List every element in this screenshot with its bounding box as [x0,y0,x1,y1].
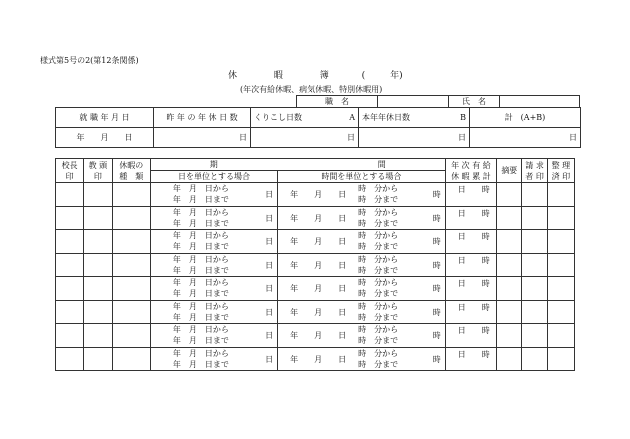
time-from: 時 分から [358,254,399,264]
to-date: 年 月 日まで [172,242,229,251]
from-date: 年 月 日から [172,325,229,334]
principal-seal-cell[interactable] [56,253,84,277]
ledger-row [56,206,575,230]
processed-seal-cell[interactable] [547,230,574,254]
leave-type-cell[interactable] [112,206,150,230]
cumulative: 日 時 [457,326,490,335]
hour-date: 年 月 日 [290,331,347,340]
leave-type-cell[interactable] [112,230,150,254]
leave-info-table [55,107,581,148]
time-to: 時 分まで [358,265,399,275]
title-year: 年) [390,71,403,81]
name-field[interactable] [500,96,580,108]
hour-unit-cell[interactable] [278,206,446,230]
to-date: 年 月 日まで [172,359,229,369]
time-to: 時 分まで [358,312,399,322]
to-date: 年 月 日まで [172,265,229,275]
annual-leave-total-cell[interactable] [445,300,496,324]
hour-count: 時 [432,190,441,199]
day-unit-header: 日を単位とする場合 [150,171,277,183]
hour-unit-cell[interactable] [278,347,446,371]
annual-leave-total-cell[interactable] [445,347,496,371]
time-from: 時 分から [358,231,399,240]
last-year-header: 昨 年 の 年 休 日 数 [154,108,251,128]
vice-principal-seal-cell[interactable] [84,324,112,348]
annual-leave-total-cell[interactable] [445,183,496,207]
hour-date: 年 月 日 [290,307,347,317]
total-value[interactable]: 日 [470,128,581,148]
annual-leave-total-cell[interactable] [445,277,496,301]
vice-principal-seal-cell[interactable] [84,253,112,277]
time-to: 時 分まで [358,195,399,204]
time-from: 時 分から [358,278,399,287]
from-date: 年 月 日から [172,254,229,264]
time-from: 時 分から [358,301,399,311]
day-unit-cell[interactable] [150,277,277,301]
processed-seal-cell[interactable] [547,300,574,324]
processed-seal-cell[interactable] [547,347,574,371]
cumulative: 日 時 [457,232,490,241]
hour-unit-cell[interactable] [278,300,446,324]
requester-seal-cell[interactable] [522,183,547,207]
hour-date: 年 月 日 [290,284,347,293]
summary-cell[interactable] [497,277,522,301]
carryover-header [251,108,359,128]
job-title-field[interactable] [378,96,449,108]
annual-leave-total-cell[interactable] [445,230,496,254]
vice-principal-seal-cell[interactable] [84,277,112,301]
summary-cell[interactable] [497,206,522,230]
principal-seal-cell[interactable] [56,206,84,230]
requester-seal-cell[interactable] [522,347,547,371]
principal-seal-cell[interactable] [56,277,84,301]
mark-b: B [460,112,466,122]
to-date: 年 月 日まで [172,312,229,322]
ledger-row [56,253,575,277]
to-date: 年 月 日まで [172,336,229,345]
requester-seal-cell[interactable] [522,230,547,254]
time-to: 時 分まで [358,359,399,369]
hour-date: 年 月 日 [290,260,347,270]
day-count: 日 [265,260,274,270]
to-date: 年 月 日まで [172,289,229,298]
day-unit-cell[interactable] [150,206,277,230]
total-header: 計 (A+B) [470,108,581,128]
name-label: 氏 名 [449,96,500,108]
mark-a: A [349,112,355,122]
hour-count: 時 [432,237,441,246]
day-unit-cell[interactable] [150,230,277,254]
cumulative: 日 時 [457,302,490,312]
cumulative: 日 時 [457,349,490,359]
summary-cell[interactable] [497,230,522,254]
from-date: 年 月 日から [172,207,229,217]
principal-seal-cell[interactable] [56,347,84,371]
leave-type-cell[interactable] [112,253,150,277]
period-header: 期 間 [150,159,445,171]
leave-type-cell[interactable] [112,324,150,348]
leave-type-cell[interactable] [112,300,150,324]
vice-principal-seal-cell[interactable] [84,300,112,324]
hour-date: 年 月 日 [290,237,347,246]
principal-seal-cell[interactable] [56,230,84,254]
summary-cell[interactable] [497,253,522,277]
hour-date: 年 月 日 [290,190,347,199]
hour-unit-cell[interactable] [278,324,446,348]
time-from: 時 分から [358,184,399,193]
vice-principal-seal-cell[interactable] [84,206,112,230]
annual-leave-total-cell[interactable] [445,324,496,348]
hour-count: 時 [432,331,441,340]
start-date-value[interactable]: 年 月 日 [56,128,154,148]
processed-seal-cell[interactable] [547,253,574,277]
title-paren: ( [361,71,366,81]
day-count: 日 [265,331,274,340]
leave-type-cell[interactable] [112,277,150,301]
to-date: 年 月 日まで [172,195,229,204]
ledger-row [56,347,575,371]
summary-cell[interactable] [497,324,522,348]
vice-principal-seal-cell[interactable] [84,183,112,207]
to-date: 年 月 日まで [172,218,229,228]
hour-unit-cell[interactable] [278,253,446,277]
form-number: 様式第5号の2(第12条関係) [40,56,139,65]
processed-seal-cell[interactable] [547,183,574,207]
hour-unit-cell[interactable] [278,183,446,207]
summary-cell[interactable] [497,183,522,207]
hour-date: 年 月 日 [290,213,347,223]
day-count: 日 [265,354,274,364]
from-date: 年 月 日から [172,301,229,311]
day-count: 日 [265,307,274,317]
requester-seal-header: 請 求 者 印 [522,159,547,183]
carryover-label: くりこし日数 [254,112,302,122]
hour-count: 時 [432,284,441,293]
this-year-value[interactable]: 日 [359,128,470,148]
processed-seal-cell[interactable] [547,277,574,301]
principal-seal-cell[interactable] [56,183,84,207]
day-unit-cell[interactable] [150,347,277,371]
summary-cell[interactable] [497,347,522,371]
annual-leave-total-cell[interactable] [445,253,496,277]
leave-ledger-table [55,158,575,371]
vice-principal-seal-header: 教 頭 印 [84,159,112,183]
hour-count: 時 [432,307,441,317]
cumulative: 日 時 [457,208,490,218]
principal-seal-cell[interactable] [56,324,84,348]
carryover-value[interactable]: 日 [251,128,359,148]
subtitle: (年次有給休暇、病気休暇、特別休暇用) [240,85,383,94]
day-unit-cell[interactable] [150,300,277,324]
time-to: 時 分まで [358,336,399,345]
hour-count: 時 [432,260,441,270]
time-from: 時 分から [358,207,399,217]
day-count: 日 [265,213,274,223]
cumulative: 日 時 [457,255,490,265]
ledger-row [56,230,575,254]
vice-principal-seal-cell[interactable] [84,230,112,254]
title-char-3: 簿 [319,71,329,81]
title-char-1: 休 [228,71,238,81]
leave-type-cell[interactable] [112,183,150,207]
day-unit-cell[interactable] [150,183,277,207]
time-to: 時 分まで [358,289,399,298]
requester-seal-cell[interactable] [522,277,547,301]
ledger-row [56,300,575,324]
processed-seal-cell[interactable] [547,324,574,348]
last-year-value[interactable]: 日 [154,128,251,148]
annual-leave-total-header: 年 次 有 給 休 暇 累 計 [445,159,496,183]
start-date-header: 就 職 年 月 日 [56,108,154,128]
summary-header: 摘要 [497,159,522,183]
this-year-header [359,108,470,128]
from-date: 年 月 日から [172,278,229,287]
processed-seal-header: 整 理 済 印 [547,159,574,183]
requester-seal-cell[interactable] [522,206,547,230]
time-from: 時 分から [358,348,399,358]
from-date: 年 月 日から [172,348,229,358]
cumulative: 日 時 [457,185,490,194]
requester-seal-cell[interactable] [522,324,547,348]
from-date: 年 月 日から [172,231,229,240]
hour-date: 年 月 日 [290,354,347,364]
cumulative: 日 時 [457,279,490,288]
time-to: 時 分まで [358,242,399,251]
ledger-row [56,324,575,348]
requester-seal-cell[interactable] [522,300,547,324]
page-title [228,68,403,81]
day-unit-cell[interactable] [150,253,277,277]
requester-seal-cell[interactable] [522,253,547,277]
summary-cell[interactable] [497,300,522,324]
from-date: 年 月 日から [172,184,229,193]
leave-type-cell[interactable] [112,347,150,371]
this-year-label: 本年年休日数 [362,112,410,122]
day-count: 日 [265,190,274,199]
day-unit-cell[interactable] [150,324,277,348]
time-from: 時 分から [358,325,399,334]
time-to: 時 分まで [358,218,399,228]
principal-seal-header: 校長 印 [56,159,84,183]
annual-leave-total-cell[interactable] [445,206,496,230]
hour-unit-header: 時間を単位とする場合 [278,171,446,183]
vice-principal-seal-cell[interactable] [84,347,112,371]
hour-unit-cell[interactable] [278,277,446,301]
hour-count: 時 [432,213,441,223]
hour-unit-cell[interactable] [278,230,446,254]
principal-seal-cell[interactable] [56,300,84,324]
title-char-2: 暇 [273,71,283,81]
job-title-label: 職 名 [297,96,378,108]
ledger-row [56,183,575,207]
day-count: 日 [265,284,274,293]
processed-seal-cell[interactable] [547,206,574,230]
day-count: 日 [265,237,274,246]
hour-count: 時 [432,354,441,364]
leave-type-header: 休暇の 種 類 [112,159,150,183]
ledger-row [56,277,575,301]
